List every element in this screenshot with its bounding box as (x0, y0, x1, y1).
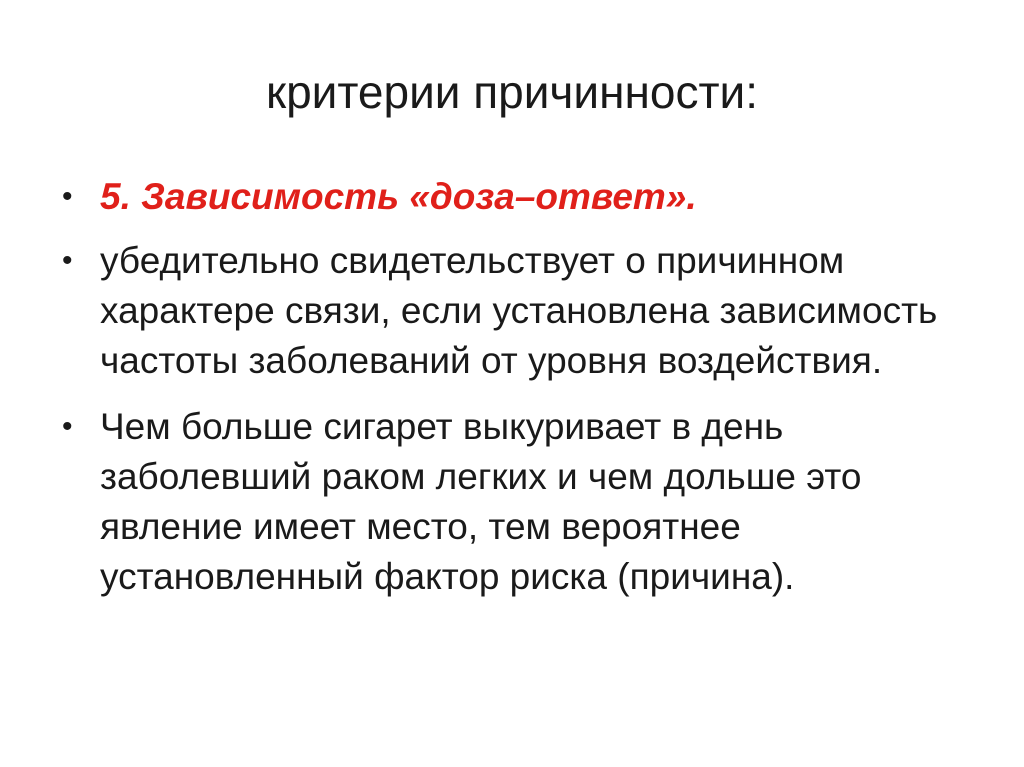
bullet-list (60, 172, 980, 618)
bullet-item-dose-response (60, 172, 980, 222)
bullet-text: Чем больше сигарет выкуривает в день заболевший раком легких и чем дольше это явление имеет место, тем вероятнее установленный фактор риска (причина). (100, 406, 862, 597)
bullet-item-example (60, 402, 980, 602)
bullet-dot-icon: • (62, 244, 73, 277)
bullet-text: 5. Зависимость «доза–ответ». (100, 176, 697, 217)
bullet-dot-icon: • (62, 410, 73, 443)
bullet-dot-icon: • (62, 180, 73, 213)
slide-title: критерии причинности: (265, 66, 759, 118)
bullet-text: убедительно свидетельствует о причинном характере связи, если установлена зависимость частоты заболеваний от уровня воздействия. (100, 240, 938, 381)
bullet-item-description (60, 236, 980, 386)
